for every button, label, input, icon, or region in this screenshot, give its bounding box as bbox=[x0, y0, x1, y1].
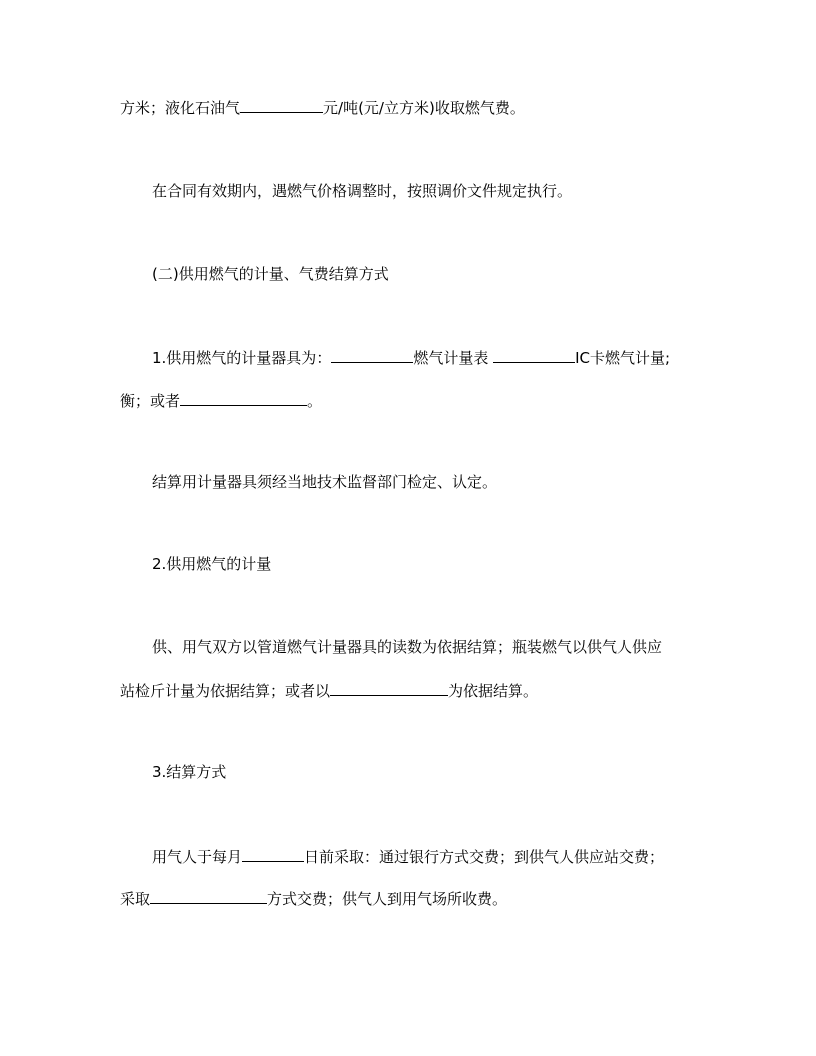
blank-field[interactable] bbox=[242, 845, 304, 862]
text-segment: 采取 bbox=[120, 890, 151, 908]
text-segment: 为依据结算。 bbox=[448, 682, 539, 700]
paragraph-price-line bbox=[120, 96, 525, 116]
blank-field[interactable] bbox=[330, 679, 448, 696]
text-segment: 在合同有效期内，遇燃气价格调整时，按照调价文件规定执行。 bbox=[152, 182, 573, 200]
section-heading-metering bbox=[152, 264, 389, 284]
heading-text: (二)供用燃气的计量、气费结算方式 bbox=[152, 265, 389, 283]
blank-field[interactable] bbox=[240, 96, 323, 113]
paragraph-settlement-basis bbox=[152, 637, 662, 657]
paragraph-verification bbox=[152, 472, 497, 492]
text-segment: 站检斤计量为依据结算；或者以 bbox=[120, 682, 331, 700]
text-segment: 供、用气双方以管道燃气计量器具的读数为依据结算；瓶装燃气以供气人供应 bbox=[152, 638, 663, 656]
subheading-metering bbox=[152, 554, 271, 574]
text-segment: 1.供用燃气的计量器具为： bbox=[152, 349, 332, 367]
blank-field[interactable] bbox=[150, 887, 267, 904]
paragraph-settlement-basis-cont bbox=[120, 679, 538, 699]
paragraph-payment bbox=[152, 845, 664, 865]
text-segment: 用气人于每月 bbox=[152, 848, 243, 866]
paragraph-metering-devices bbox=[152, 346, 670, 366]
blank-field[interactable] bbox=[331, 346, 413, 363]
text-segment: 。 bbox=[307, 392, 323, 410]
blank-field[interactable] bbox=[180, 389, 307, 406]
blank-field[interactable] bbox=[493, 346, 575, 363]
paragraph-payment-cont bbox=[120, 887, 507, 907]
text-segment: 衡；或者 bbox=[120, 392, 181, 410]
heading-text: 3.结算方式 bbox=[152, 763, 227, 781]
text-segment: IC卡燃气计量; bbox=[575, 349, 671, 367]
text-segment: 结算用计量器具须经当地技术监督部门检定、认定。 bbox=[152, 473, 498, 491]
text-segment: 日前采取：通过银行方式交费；到供气人供应站交费； bbox=[304, 848, 665, 866]
text-segment: 方米；液化石油气 bbox=[120, 99, 241, 117]
paragraph-price-adjustment bbox=[152, 181, 572, 201]
text-segment: 元/吨(元/立方米)收取燃气费。 bbox=[323, 99, 525, 117]
paragraph-metering-devices-cont bbox=[120, 389, 322, 409]
text-segment: 方式交费；供气人到用气场所收费。 bbox=[267, 890, 508, 908]
subheading-settlement-method bbox=[152, 762, 226, 782]
heading-text: 2.供用燃气的计量 bbox=[152, 555, 272, 573]
text-segment: 燃气计量表 bbox=[413, 349, 489, 367]
